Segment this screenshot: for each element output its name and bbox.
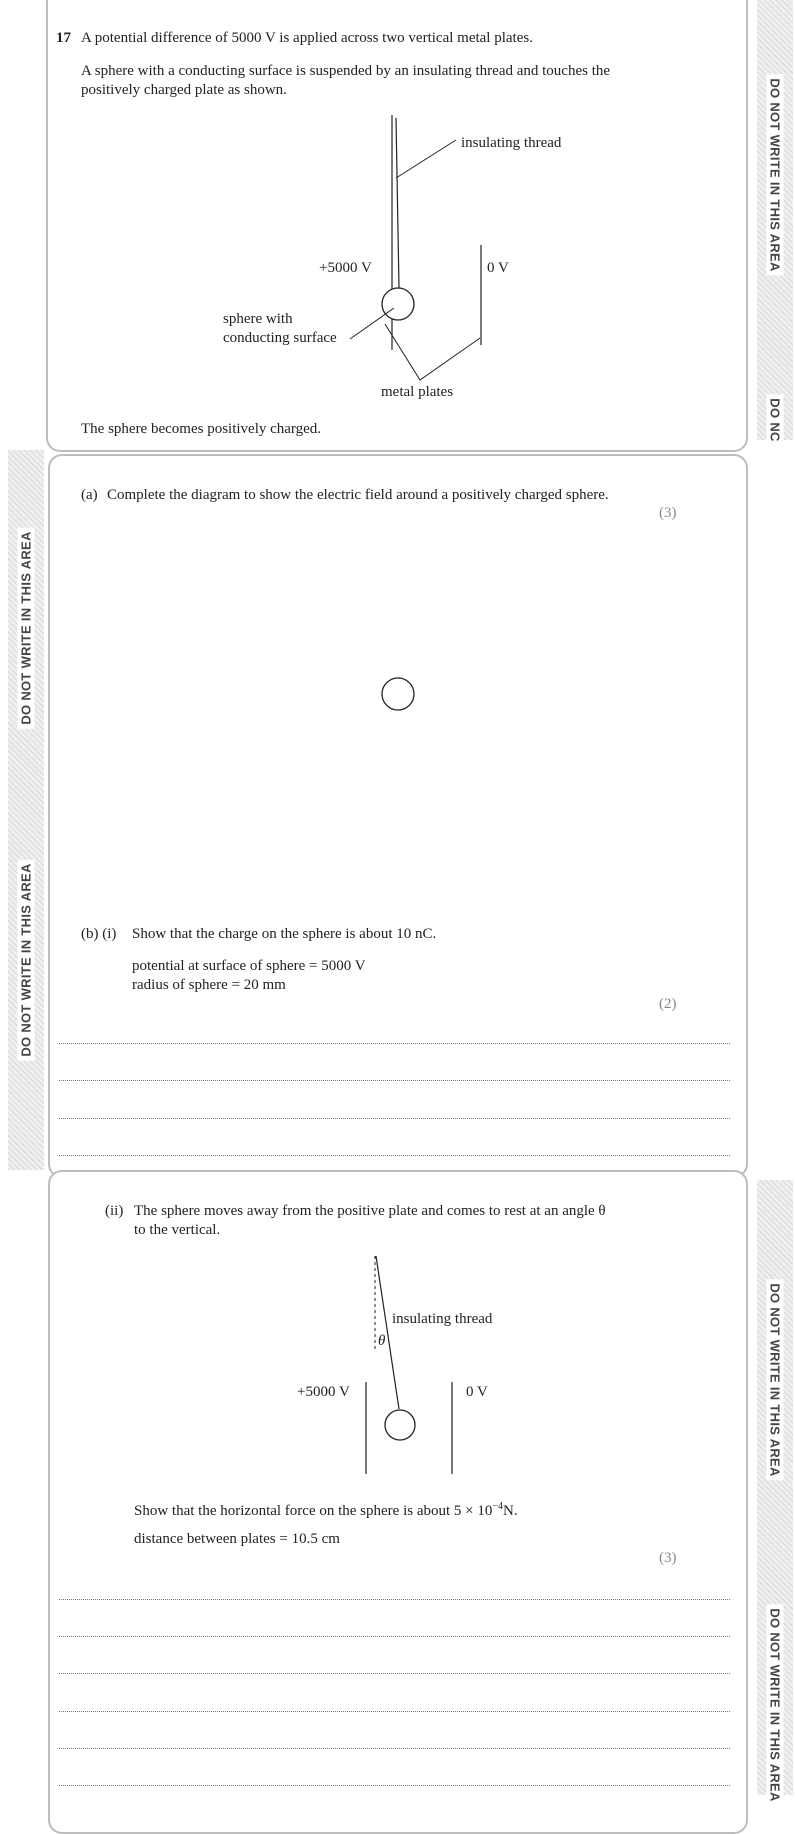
label-metal-plates: metal plates [381, 384, 454, 400]
intro-line-2: positively charged plate as shown. [81, 82, 287, 98]
sphere-leader-line [350, 308, 394, 339]
part-b2-text-line-2: to the vertical. [134, 1222, 221, 1238]
label-zero-plate: 0 V [466, 1384, 488, 1400]
answer-line[interactable] [59, 1748, 730, 1749]
diagram-sphere-touching-plate [0, 0, 795, 450]
label-positive-plate: +5000 V [319, 260, 372, 276]
answer-line[interactable] [59, 1118, 730, 1119]
part-a-marks: (3) [659, 505, 677, 521]
force-text-exponent: −4 [492, 1501, 504, 1512]
part-b2-given: distance between plates = 10.5 cm [134, 1531, 340, 1547]
label-insulating-thread: insulating thread [461, 135, 562, 151]
part-b1-label: (b) (i) [81, 926, 117, 942]
sphere [385, 1410, 415, 1440]
label-sphere-line-2: conducting surface [223, 330, 337, 346]
margin-warning-right-top: DO NOT WRITE IN THIS AREA [767, 74, 784, 275]
intro-line-1: A sphere with a conducting surface is suspended by an insulating thread and touches the [81, 63, 611, 79]
force-text-unit: N. [503, 1503, 518, 1519]
force-text-prefix: Show that the horizontal force on the sphere is about 5 × 10 [134, 1503, 493, 1519]
thread-leader-line [396, 140, 456, 178]
answer-line[interactable] [59, 1673, 730, 1674]
left-margin-strip [8, 450, 44, 1170]
label-sphere-line-1: sphere with [223, 311, 293, 327]
label-theta: θ [378, 1333, 386, 1349]
part-b1-text: Show that the charge on the sphere is about 10 nC. [132, 926, 437, 942]
margin-warning-right-top-cut: DO NC [767, 394, 784, 445]
margin-warning-left-upper: DO NOT WRITE IN THIS AREA [18, 527, 35, 728]
margin-warning-right-bottom: DO NOT WRITE IN THIS AREA [767, 1604, 784, 1805]
part-a-b1-box [48, 454, 748, 1178]
part-b2-marks: (3) [659, 1550, 677, 1566]
diagram-charged-sphere-answer-area[interactable] [380, 676, 416, 712]
question-stem: A potential difference of 5000 V is applied across two vertical metal plates. [81, 30, 533, 46]
answer-line[interactable] [59, 1599, 730, 1600]
label-zero-plate: 0 V [487, 260, 509, 276]
diagram-deflected-sphere [0, 1240, 795, 1500]
part-b1-marks: (2) [659, 996, 677, 1012]
label-insulating-thread: insulating thread [392, 1311, 493, 1327]
part-b1-given-1: potential at surface of sphere = 5000 V [132, 958, 366, 974]
answer-line[interactable] [59, 1155, 730, 1156]
insulating-thread [396, 118, 399, 288]
part-a-text: Complete the diagram to show the electric field around a positively charged sphere. [107, 487, 609, 503]
answer-line[interactable] [59, 1636, 730, 1637]
charged-sphere [382, 678, 414, 710]
answer-line[interactable] [59, 1043, 730, 1044]
margin-warning-right-mid: DO NOT WRITE IN THIS AREA [767, 1279, 784, 1480]
answer-line[interactable] [59, 1785, 730, 1786]
answer-line[interactable] [59, 1711, 730, 1712]
answer-line[interactable] [59, 1080, 730, 1081]
question-number: 17 [56, 30, 71, 46]
sphere [382, 288, 414, 320]
plates-leader-lines [385, 324, 480, 380]
after-diagram-text: The sphere becomes positively charged. [81, 421, 322, 437]
part-b2-text-line-1: The sphere moves away from the positive plate and comes to rest at an angle θ [134, 1203, 606, 1219]
part-b1-given-2: radius of sphere = 20 mm [132, 977, 286, 993]
margin-warning-left-lower: DO NOT WRITE IN THIS AREA [18, 859, 35, 1060]
part-b2-label: (ii) [105, 1203, 124, 1219]
part-a-label: (a) [81, 487, 98, 503]
part-b2-force-text [134, 1498, 518, 1520]
label-positive-plate: +5000 V [297, 1384, 350, 1400]
